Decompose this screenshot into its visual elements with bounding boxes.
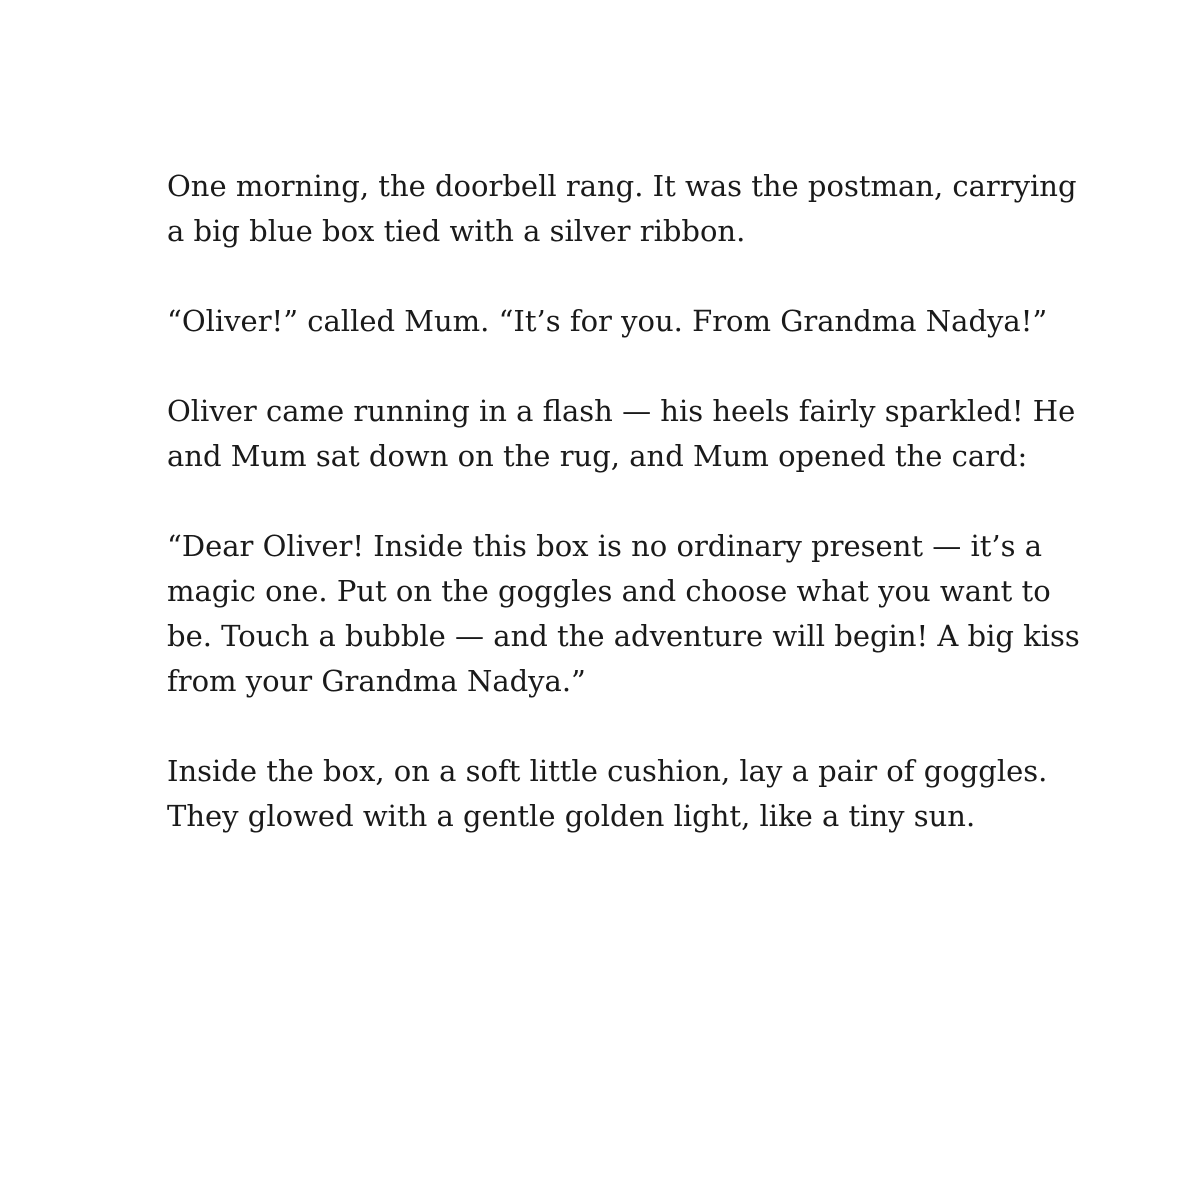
text-line: a big blue box tied with a silver ribbon. — [167, 214, 746, 248]
text-line: be. Touch a bubble — and the adventure will begin! A big kiss — [167, 619, 1080, 653]
paragraph-goggles — [167, 749, 1107, 839]
text-line: One morning, the doorbell rang. It was the postman, carrying — [167, 169, 1077, 203]
story-text — [167, 164, 1107, 884]
text-line: Oliver came running in a flash — his heels fairly sparkled! He — [167, 394, 1076, 428]
paragraph-oliver-runs — [167, 389, 1107, 479]
text-line: magic one. Put on the goggles and choose what you want to — [167, 574, 1051, 608]
text-line: from your Grandma Nadya.” — [167, 664, 586, 698]
paragraph-mum-calls — [167, 299, 1107, 344]
text-line: “Oliver!” called Mum. “It’s for you. From Grandma Nadya!” — [167, 304, 1048, 338]
text-line: and Mum sat down on the rug, and Mum opened the card: — [167, 439, 1028, 473]
paragraph-card — [167, 524, 1107, 704]
text-line: “Dear Oliver! Inside this box is no ordinary present — it’s a — [167, 529, 1043, 563]
paragraph-doorbell — [167, 164, 1107, 254]
text-line: Inside the box, on a soft little cushion, lay a pair of goggles. — [167, 754, 1048, 788]
text-line: They glowed with a gentle golden light, like a tiny sun. — [167, 799, 976, 833]
